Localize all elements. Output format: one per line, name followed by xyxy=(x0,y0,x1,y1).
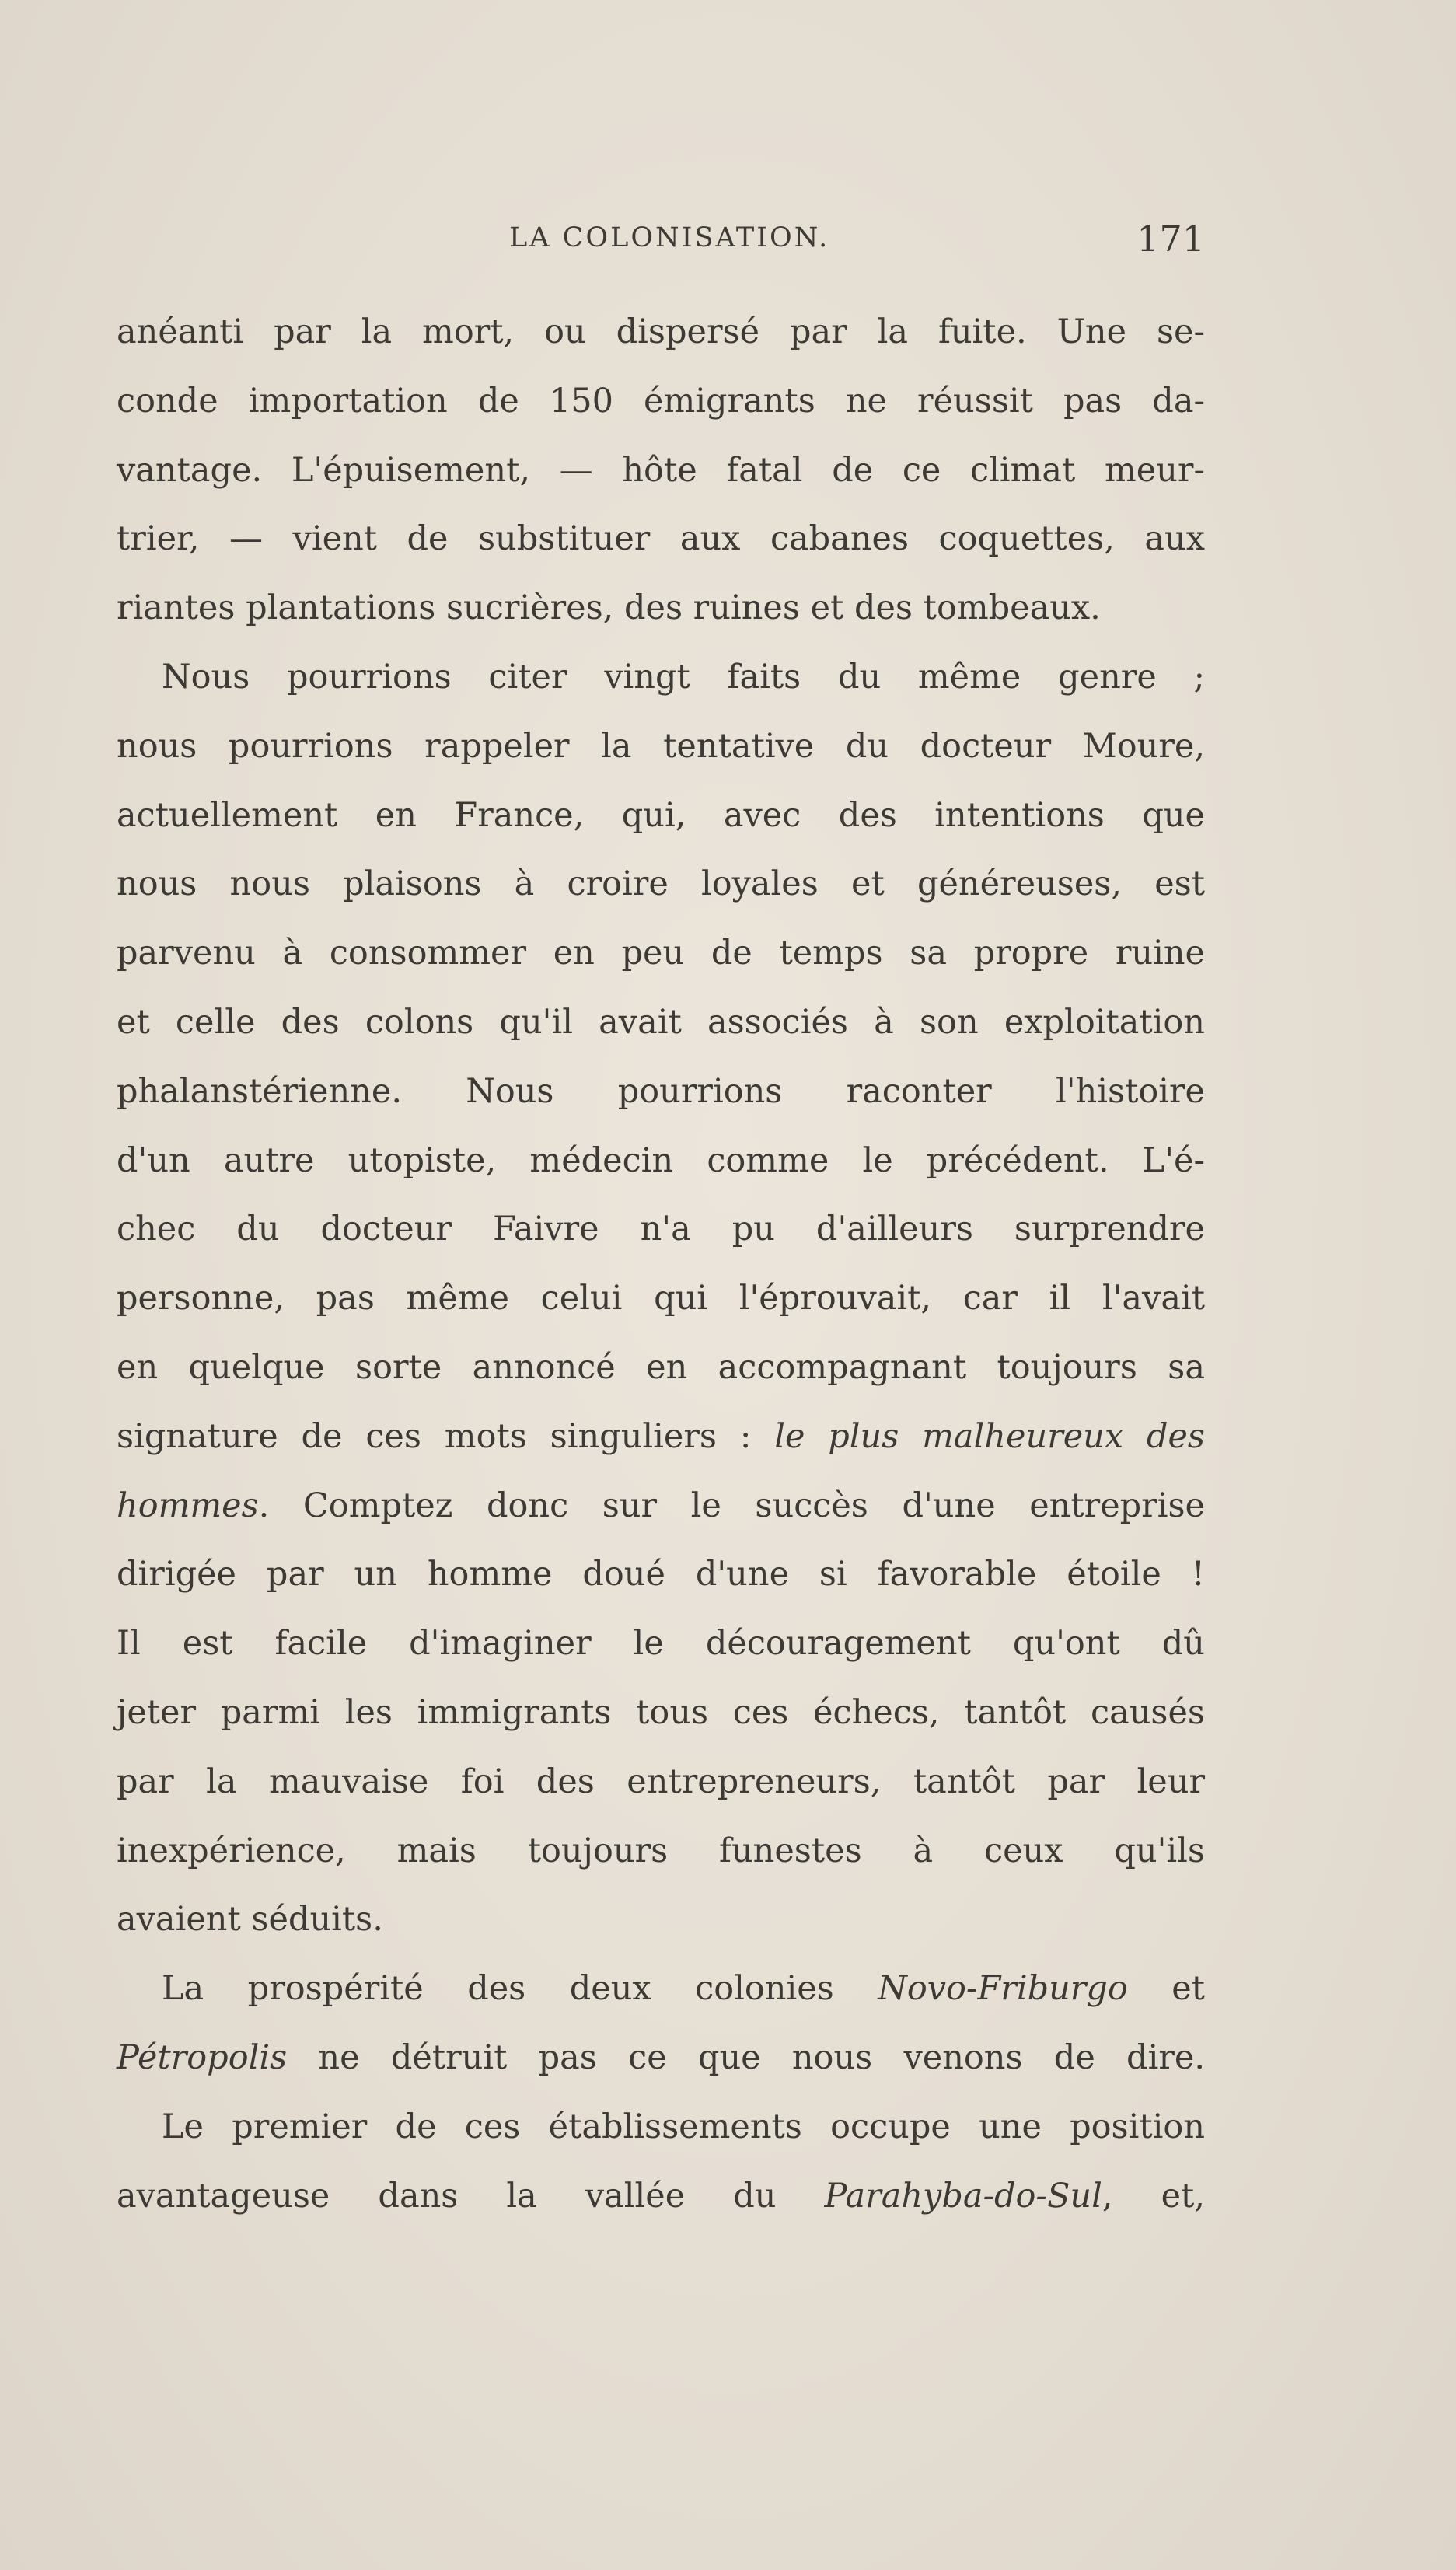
text-line: par la mauvaise foi des entrepreneurs, tantôt par leur xyxy=(117,1762,1205,1801)
text-line: trier, — vient de substituer aux cabanes coquettes, aux xyxy=(117,519,1205,559)
text-line: chec du docteur Faivre n'a pu d'ailleurs surprendre xyxy=(117,1210,1205,1249)
text-line: jeter parmi les immigrants tous ces échecs, tantôt causés xyxy=(117,1692,1205,1732)
text-line: nous nous plaisons à croire loyales et généreuses, est xyxy=(117,864,1205,904)
page-number: 171 xyxy=(1137,218,1205,260)
text-line: en quelque sorte annoncé en accompagnant toujours sa xyxy=(117,1347,1205,1387)
text-line: dirigée par un homme doué d'une si favorable étoile ! xyxy=(117,1555,1205,1594)
text-line: conde importation de 150 émigrants ne réussit pas da- xyxy=(117,381,1205,421)
italic-place-name: Novo-Friburgo xyxy=(878,1969,1128,2009)
italic-place-name: Parahyba-do-Sul xyxy=(824,2176,1102,2216)
text-line: personne, pas même celui qui l'éprouvait, car il l'avait xyxy=(117,1279,1205,1318)
text-line: Nous pourrions citer vingt faits du même genre ; xyxy=(162,657,1205,697)
text-line: Pétropolis ne détruit pas ce que nous venons de dire. xyxy=(117,2037,1205,2077)
text-line: Le premier de ces établissements occupe une position xyxy=(162,2107,1205,2146)
text-line: actuellement en France, qui, avec des intentions que xyxy=(117,795,1205,835)
text-line: nous pourrions rappeler la tentative du docteur Moure, xyxy=(117,726,1205,766)
body-text xyxy=(117,298,1205,2230)
text-line: et celle des colons qu'il avait associés à son exploitation xyxy=(117,1002,1205,1042)
italic-phrase: le plus malheureux des xyxy=(774,1416,1205,1456)
text-line: phalanstérienne. Nous pourrions raconter l'histoire xyxy=(117,1071,1205,1111)
text-line: d'un autre utopiste, médecin comme le précédent. L'é- xyxy=(117,1140,1205,1180)
text-line: La prospérité des deux colonies Novo-Friburgo et xyxy=(162,1969,1205,2009)
italic-place-name: Pétropolis xyxy=(117,2037,288,2077)
text-line: anéanti par la mort, ou dispersé par la fuite. Une se- xyxy=(117,313,1205,351)
text-line: signature de ces mots singuliers : le plus malheureux des xyxy=(117,1416,1205,1456)
text-line: riantes plantations sucrières, des ruines et des tombeaux. xyxy=(117,588,1101,628)
text-line: vantage. L'épuisement, — hôte fatal de ce climat meur- xyxy=(117,450,1205,490)
text-line: hommes. Comptez donc sur le succès d'une entreprise xyxy=(117,1486,1205,1525)
text-line: parvenu à consommer en peu de temps sa propre ruine xyxy=(117,934,1205,973)
text-line: avaient séduits. xyxy=(117,1900,383,1940)
page-header xyxy=(117,218,1205,264)
text-line: Il est facile d'imaginer le découragement qu'ont dû xyxy=(117,1624,1205,1664)
italic-phrase: hommes xyxy=(117,1486,259,1525)
text-line: inexpérience, mais toujours funestes à ceux qu'ils xyxy=(117,1831,1205,1870)
running-head: LA COLONISATION. xyxy=(509,222,830,253)
text-line: avantageuse dans la vallée du Parahyba-do-Sul, et, xyxy=(117,2176,1205,2216)
